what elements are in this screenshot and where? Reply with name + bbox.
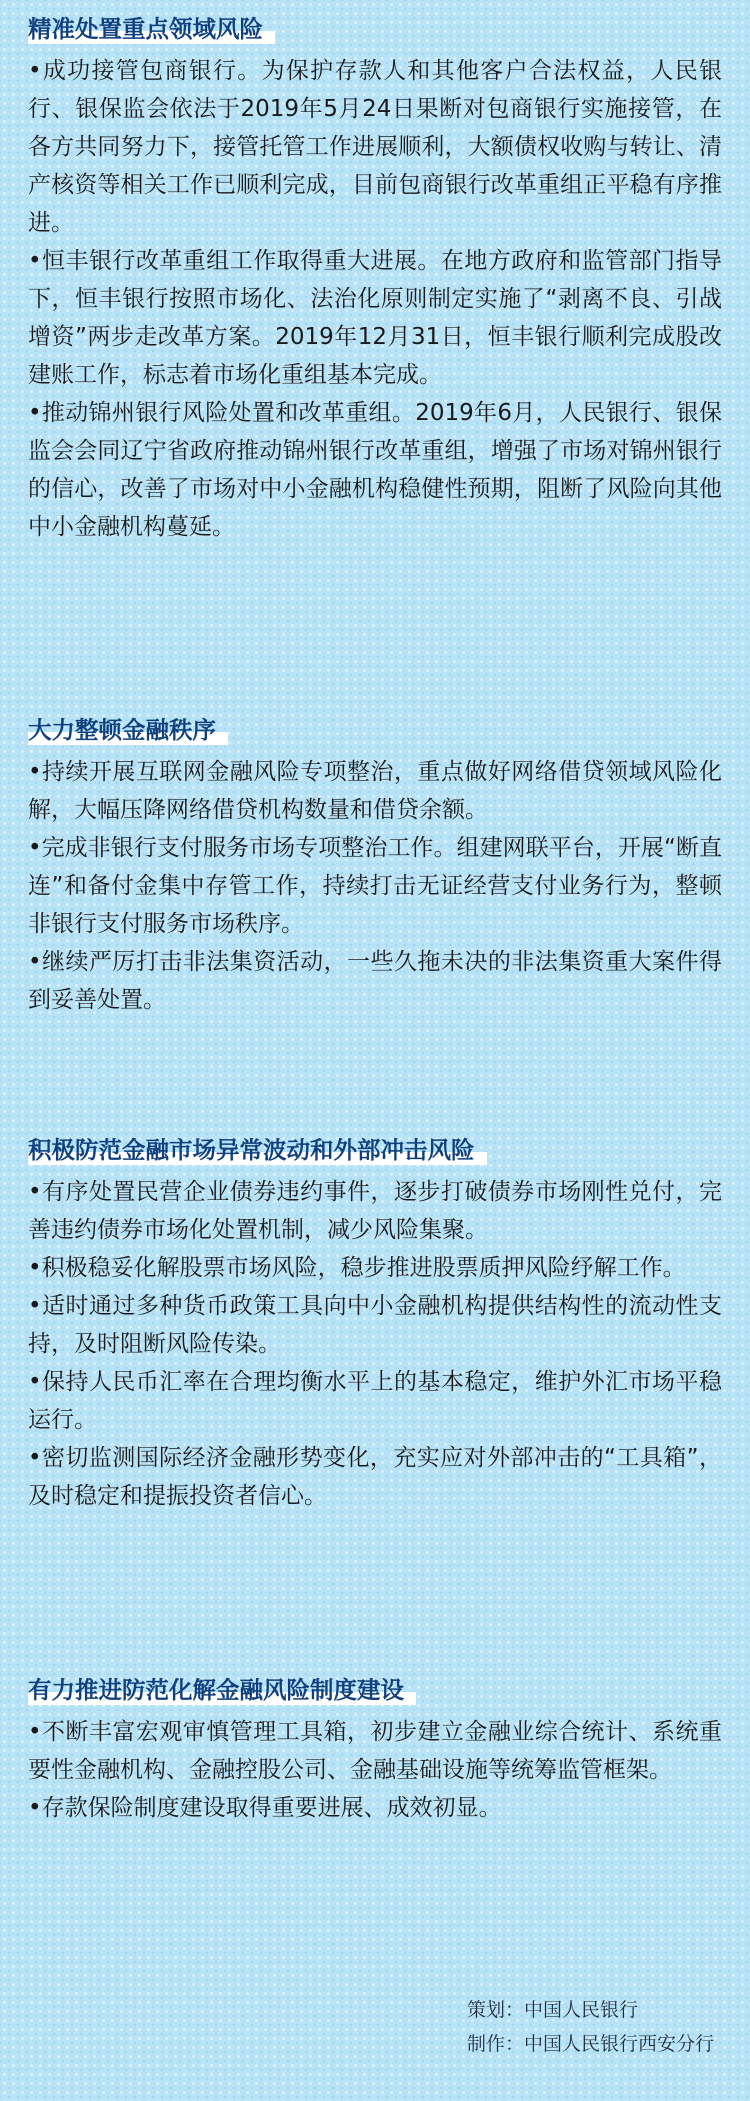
bullet-item: •不断丰富宏观审慎管理工具箱，初步建立金融业综合统计、系统重要性金融机构、金融控股公司、金融基础设施等统筹监管框架。 bbox=[28, 1719, 722, 1783]
bullet-item: •推动锦州银行风险处置和改革重组。2019年6月，人民银行、银保监会会同辽宁省政府推动锦州银行改革重组，增强了市场对锦州银行的信心，改善了市场对中小金融机构稳健性预期，阻断了风险向其他中小金融机构蔓延。 bbox=[28, 400, 722, 540]
section-financial-order bbox=[28, 713, 722, 1019]
bullet-item: •适时通过多种货币政策工具向中小金融机构提供结构性的流动性支持，及时阻断风险传染。 bbox=[28, 1293, 722, 1357]
bullet-item: •继续严厉打击非法集资活动，一些久拖未决的非法集资重大案件得到妥善处置。 bbox=[28, 949, 722, 1013]
bullet-item: •密切监测国际经济金融形势变化，充实应对外部冲击的“工具箱”，及时稳定和提振投资者信心。 bbox=[28, 1445, 722, 1509]
bullet-item: •有序处置民营企业债券违约事件，逐步打破债券市场刚性兑付，完善违约债券市场化处置机制，减少风险集聚。 bbox=[28, 1179, 722, 1243]
bullet-list bbox=[28, 1713, 722, 1827]
section-heading: 大力整顿金融秩序 bbox=[28, 713, 228, 747]
bullet-item: •保持人民币汇率在合理均衡水平上的基本稳定，维护外汇市场平稳运行。 bbox=[28, 1369, 722, 1433]
bullet-list bbox=[28, 753, 722, 1019]
section-heading: 有力推进防范化解金融风险制度建设 bbox=[28, 1673, 416, 1707]
bullet-item: •成功接管包商银行。为保护存款人和其他客户合法权益，人民银行、银保监会依法于2019年5月24日果断对包商银行实施接管，在各方共同努力下，接管托管工作进展顺利，大额债权收购与转让、清产核资等相关工作已顺利完成，目前包商银行改革重组正平稳有序推进。 bbox=[28, 58, 722, 236]
bullet-list bbox=[28, 52, 722, 546]
bullet-item: •存款保险制度建设取得重要进展、成效初显。 bbox=[28, 1795, 502, 1821]
section-market-shock-risk bbox=[28, 1133, 722, 1515]
section-heading: 精准处置重点领域风险 bbox=[28, 12, 275, 46]
bullet-item: •持续开展互联网金融风险专项整治，重点做好网络借贷领域风险化解，大幅压降网络借贷机构数量和借贷余额。 bbox=[28, 759, 722, 823]
credits bbox=[467, 1993, 714, 2061]
section-key-risk-disposal bbox=[28, 12, 722, 546]
section-institution-building bbox=[28, 1673, 722, 1827]
bullet-item: •恒丰银行改革重组工作取得重大进展。在地方政府和监管部门指导下，恒丰银行按照市场化、法治化原则制定实施了“剥离不良、引战增资”两步走改革方案。2019年12月31日，恒丰银行顺利完成股改建账工作，标志着市场化重组基本完成。 bbox=[28, 248, 722, 388]
section-heading: 积极防范金融市场异常波动和外部冲击风险 bbox=[28, 1133, 487, 1167]
bullet-list bbox=[28, 1173, 722, 1515]
bullet-item: •积极稳妥化解股票市场风险，稳步推进股票质押风险纾解工作。 bbox=[28, 1255, 686, 1281]
credit-planning: 策划：中国人民银行 bbox=[466, 1999, 638, 2021]
bullet-item: •完成非银行支付服务市场专项整治工作。组建网联平台，开展“断直连”和备付金集中存管工作，持续打击无证经营支付业务行为，整顿非银行支付服务市场秩序。 bbox=[28, 835, 722, 937]
credit-production: 制作：中国人民银行西安分行 bbox=[466, 2033, 714, 2055]
